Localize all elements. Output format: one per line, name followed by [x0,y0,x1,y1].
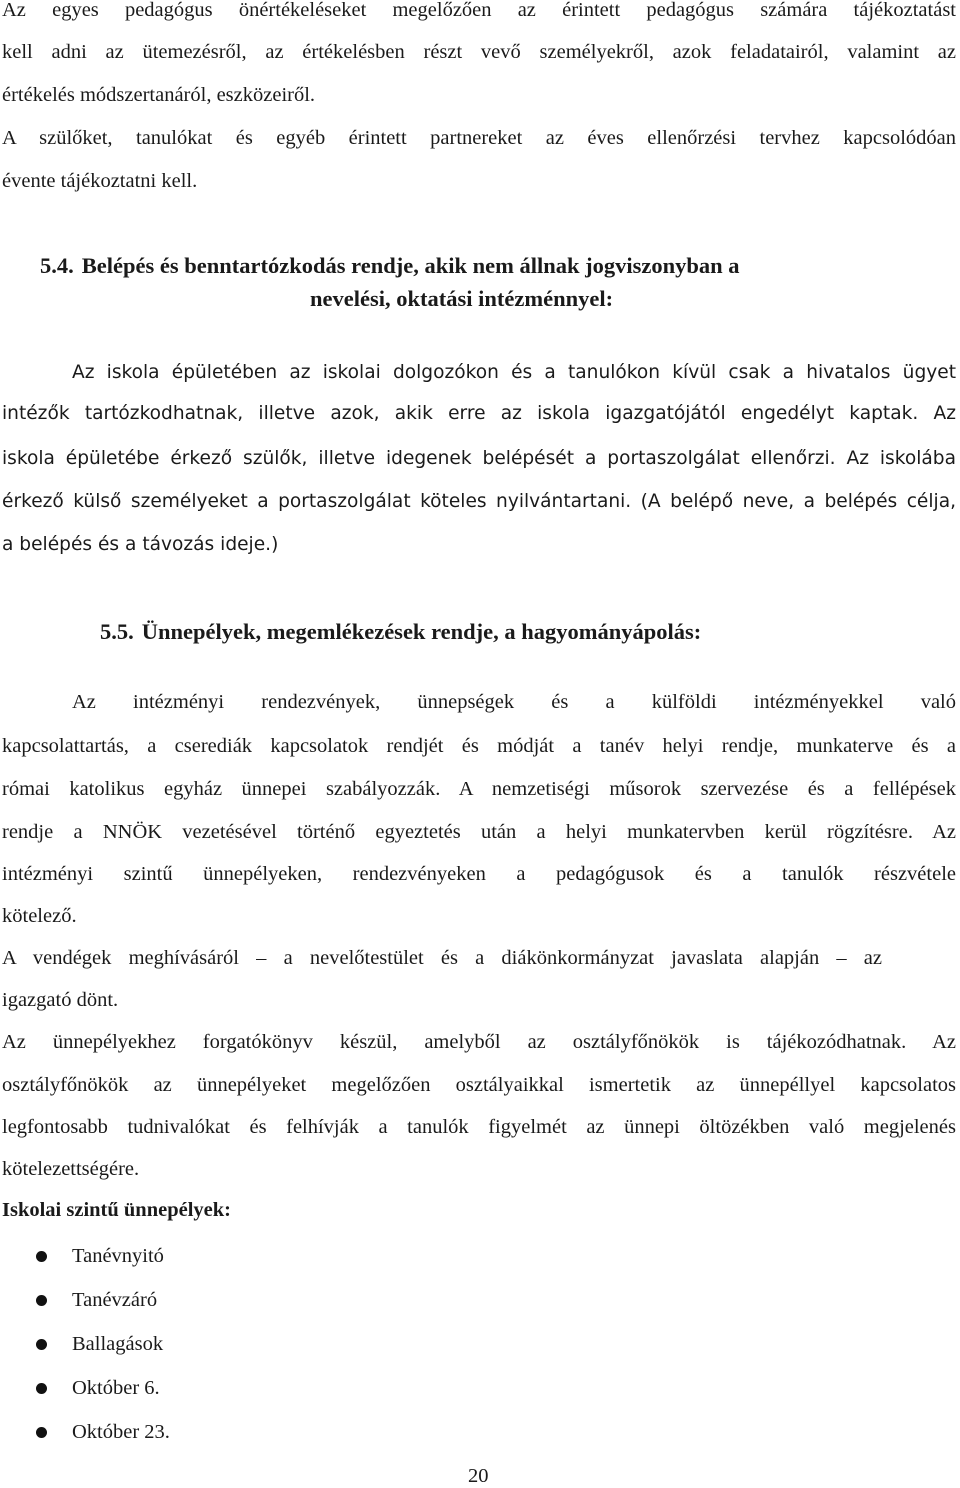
bullet-icon [36,1295,47,1306]
bullet-icon [36,1427,47,1438]
section-5-4-heading-cont [310,285,613,313]
list-item-label: Ballagások [72,1333,164,1355]
s54-line-4: érkező külső személyeket a portaszolgálat köteles nyilvántartani. (A belépő neve, a belépés célja, [2,491,956,512]
intro-line-1: Az egyes pedagógus önértékeléseket megelőzően az érintett pedagógus számára tájékoztatást [2,0,956,21]
s55-line-6: kötelező. [2,905,77,927]
section-5-5-title: Ünnepélyek, megemlékezések rendje, a hagyományápolás: [141,619,702,644]
s54-line-1: Az iskola épületében az iskolai dolgozókon és a tanulókon kívül csak a hivatalos ügyet [72,362,956,383]
list-title: Iskolai szintű ünnepélyek: [2,1199,231,1221]
intro-line-2: kell adni az ütemezésről, az értékelésben részt vevő személyekről, azok feladatairól, valamint az [2,41,956,63]
intro-line-3: értékelés módszertanáról, eszközeiről. [2,84,316,106]
bullet-icon [36,1383,47,1394]
s55-line-1: Az intézményi rendezvények, ünnepségek és a külföldi intézményekkel való [72,691,956,713]
intro-line-5: évente tájékoztatni kell. [2,170,198,192]
page-number: 20 [468,1465,489,1487]
list-item [0,1243,400,1271]
list-item [0,1287,400,1315]
s55-line-3: római katolikus egyház ünnepei szabályozzák. A nemzetiségi műsorok szervezése és a fellépések [2,778,956,800]
section-5-4-title-line2: nevelési, oktatási intézménnyel: [310,286,614,311]
s55-line-9: Az ünnepélyekhez forgatókönyv készül, amelyből az osztályfőnökök is tájékozódhatnak. Az [2,1031,956,1053]
section-5-5-number: 5.5. [100,619,134,644]
s54-line-2: intézők tartózkodhatnak, illetve azok, akik erre az iskola igazgatójától engedélyt kaptak. Az [2,403,956,424]
s55-line-8: igazgató dönt. [2,989,119,1011]
list-item-label: Tanévnyitó [72,1245,164,1267]
intro-line-4: A szülőket, tanulókat és egyéb érintett partnereket az éves ellenőrzési tervhez kapcsolódóan [2,127,956,149]
s55-line-4: rendje a NNÖK vezetésével történő egyeztetés után a helyi munkatervben kerül rögzítésre. Az [2,821,956,843]
list-item [0,1419,400,1447]
s55-line-7: A vendégek meghívásáról – a nevelőtestület és a diákönkormányzat javaslata alapján – az [2,947,882,969]
s55-line-10: osztályfőnökök az ünnepélyeket megelőzően osztályaikkal ismertetik az ünnepéllyel kapcsolatos [2,1074,956,1096]
list-item [0,1375,400,1403]
section-5-4-number: 5.4. [40,253,74,278]
bullet-icon [36,1251,47,1262]
s55-line-11: legfontosabb tudnivalókat és felhívják a tanulók figyelmét az ünnepi öltözékben való megjelenés [2,1116,956,1138]
s55-line-12: kötelezettségére. [2,1158,140,1180]
s55-line-5: intézményi szintű ünnepélyeken, rendezvényeken a pedagógusok és a tanulók részvétele [2,863,956,885]
bullet-icon [36,1339,47,1350]
section-5-4-heading [40,252,740,280]
s54-line-5: a belépés és a távozás ideje.) [2,534,279,555]
list-item-label: Tanévzáró [72,1289,158,1311]
s55-line-2: kapcsolattartás, a cserediák kapcsolatok rendjét és módját a tanév helyi rendje, munkaterve és a [2,735,956,757]
s54-line-3: iskola épületébe érkező szülők, illetve idegenek belépését a portaszolgálat ellenőrzi. Az iskolába [2,448,956,469]
list-item [0,1331,400,1359]
section-5-4-title-line1: Belépés és benntartózkodás rendje, akik nem állnak jogviszonyban a [81,253,740,278]
list-item-label: Október 23. [72,1421,170,1443]
section-5-5-heading [100,618,701,646]
list-item-label: Október 6. [72,1377,160,1399]
